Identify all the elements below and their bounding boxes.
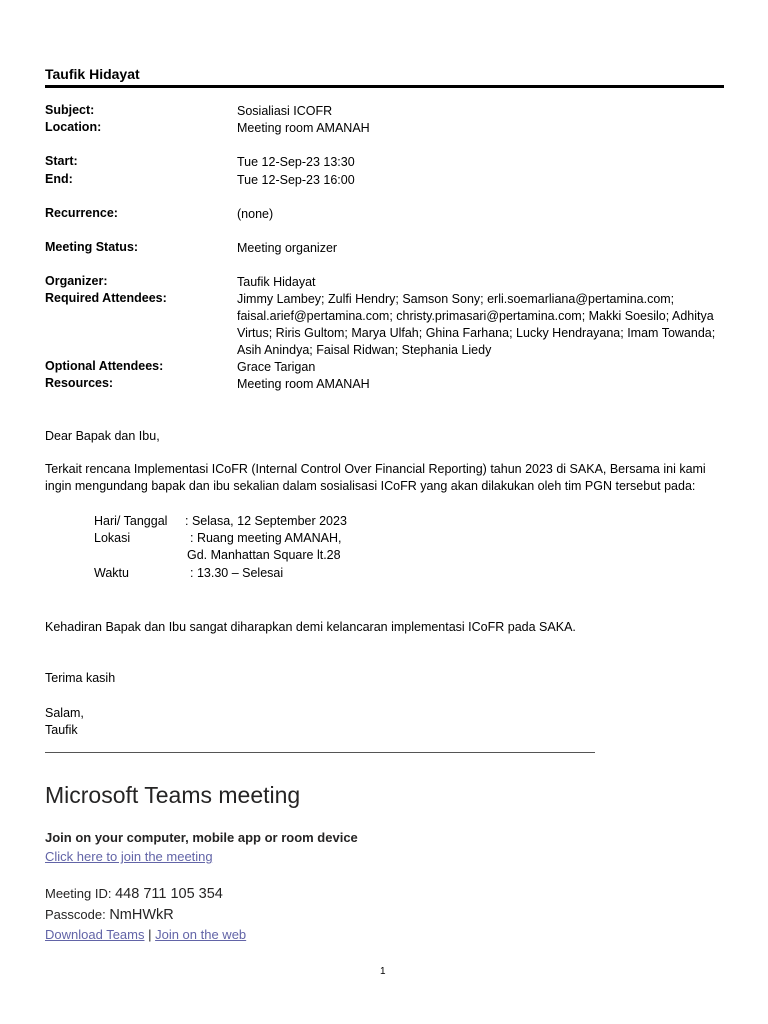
- intro-paragraph: Terkait rencana Implementasi ICoFR (Internal Control Over Financial Reporting) tahun 2023 di SAKA, Bersama ini kami ingin mengundang bapak dan ibu sekalian dalam sosialisasi ICoFR yang akan dilakukan oleh tim PGN tersebut pada:: [45, 462, 706, 493]
- greeting: Dear Bapak dan Ibu,: [45, 429, 160, 443]
- optional-attendees-label: Optional Attendees:: [45, 359, 164, 373]
- time-value: : 13.30 – Selesai: [190, 566, 284, 580]
- meeting-id-label: Meeting ID:: [45, 886, 116, 901]
- teams-divider: [45, 752, 595, 753]
- subject-label: Subject:: [45, 103, 95, 117]
- date-value: : Selasa, 12 September 2023: [185, 514, 347, 528]
- download-teams-link[interactable]: Download Teams: [45, 927, 145, 942]
- organizer-label: Organizer:: [45, 274, 108, 288]
- meeting-id-row: [45, 886, 223, 902]
- status-label: Meeting Status:: [45, 240, 139, 254]
- status-value: Meeting organizer: [237, 241, 338, 255]
- signature-text: Taufik: [45, 723, 78, 737]
- thanks-text: Terima kasih: [45, 671, 116, 685]
- location-label: Location:: [45, 120, 102, 134]
- salam-text: Salam,: [45, 706, 84, 720]
- passcode-value: NmHWkR: [109, 907, 174, 923]
- meeting-id-value: 448 711 105 354: [115, 886, 223, 902]
- location-detail-value: : Ruang meeting AMANAH,: [190, 531, 342, 545]
- required-attendees-value: Jimmy Lambey; Zulfi Hendry; Samson Sony; erli.soemarliana@pertamina.com; faisal.arief@pertamina.com; christy.primasari@pertamina.com; Makki Soesilo; Adhitya Virtus; Riris Gultom; Marya Ulfah; Ghina Farhana; Lucky Hendrayana; Imam Towanda; Asih Anindya; Faisal Ridwan; Stephania Liedy: [237, 292, 716, 357]
- recurrence-value: (none): [237, 207, 274, 221]
- closing-paragraph: Kehadiran Bapak dan Ibu sangat diharapkan demi kelancaran implementasi ICoFR pada SAKA.: [45, 620, 576, 634]
- required-attendees-label: Required Attendees:: [45, 291, 167, 305]
- end-label: End:: [45, 172, 73, 186]
- start-label: Start:: [45, 154, 78, 168]
- passcode-label: Passcode:: [45, 907, 110, 922]
- page-number: 1: [380, 966, 386, 977]
- join-meeting-link[interactable]: Click here to join the meeting: [45, 849, 213, 864]
- time-key: Waktu: [94, 566, 129, 580]
- join-heading: Join on your computer, mobile app or room device: [45, 830, 358, 845]
- optional-attendees-value: Grace Tarigan: [237, 360, 316, 374]
- resources-value: Meeting room AMANAH: [237, 377, 370, 391]
- resources-label: Resources:: [45, 376, 114, 390]
- subject-value: Sosialiasi ICOFR: [237, 104, 333, 118]
- teams-links-row: [45, 927, 246, 942]
- link-separator: |: [144, 927, 156, 942]
- start-value: Tue 12-Sep-23 13:30: [237, 155, 355, 169]
- passcode-row: [45, 907, 174, 923]
- location-detail-value-2: Gd. Manhattan Square lt.28: [187, 548, 341, 562]
- end-value: Tue 12-Sep-23 16:00: [237, 173, 355, 187]
- recurrence-label: Recurrence:: [45, 206, 118, 220]
- location-value: Meeting room AMANAH: [237, 121, 370, 135]
- header-rule: [45, 85, 724, 88]
- location-key: Lokasi: [94, 531, 131, 545]
- date-key: Hari/ Tanggal: [94, 514, 168, 528]
- teams-meeting-title: Microsoft Teams meeting: [45, 782, 301, 808]
- sender-name: Taufik Hidayat: [45, 66, 140, 82]
- join-on-web-link[interactable]: Join on the web: [155, 927, 247, 942]
- organizer-value: Taufik Hidayat: [237, 275, 316, 289]
